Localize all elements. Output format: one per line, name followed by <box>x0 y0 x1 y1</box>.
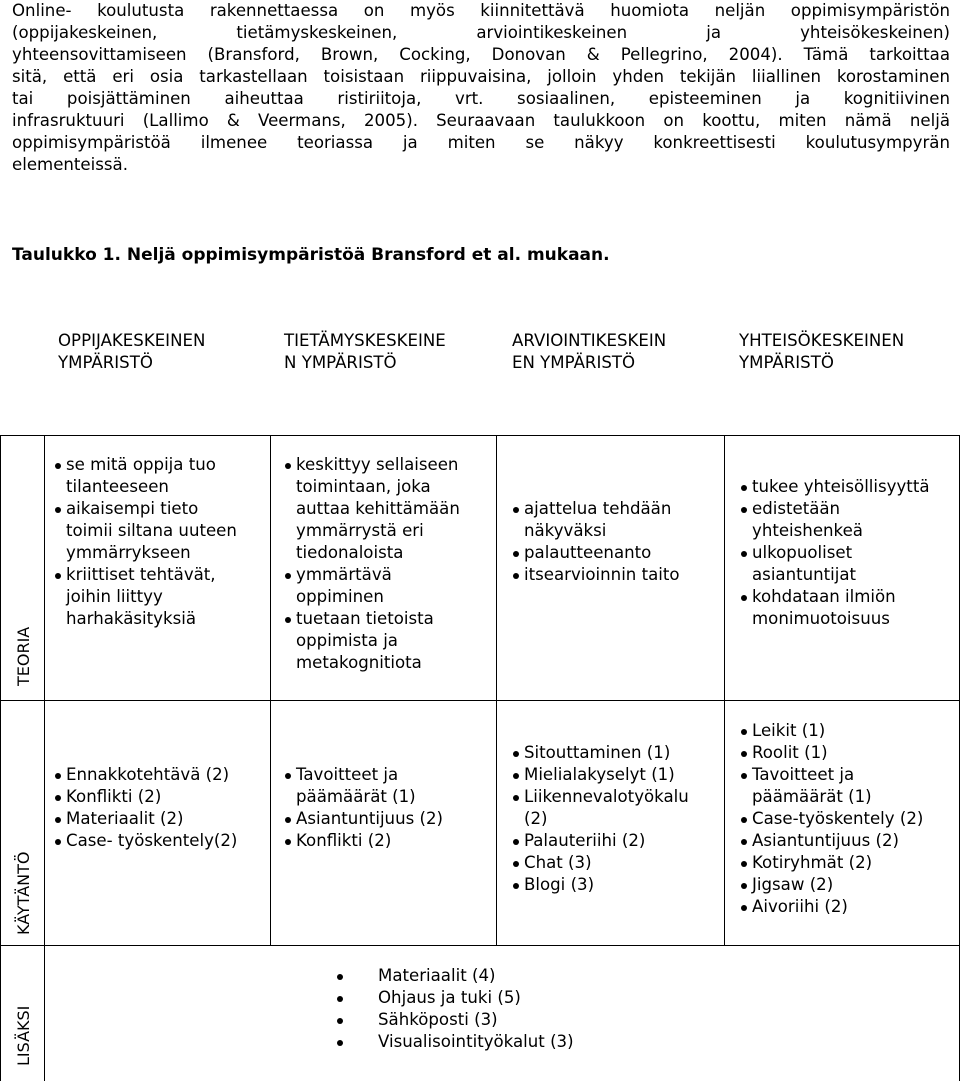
row-label-lisaksi: LISÄKSI <box>14 1005 33 1066</box>
teoria-arviointi-list <box>512 498 680 586</box>
list-item: tuetaan tietoista oppimista ja metakognitiota <box>284 608 460 674</box>
list-item: kriittiset tehtävät, joihin liittyy harhakäsityksiä <box>54 564 237 630</box>
intro-line: elementeissä. <box>12 155 128 174</box>
row-divider <box>0 945 960 946</box>
row-label-teoria: TEORIA <box>14 626 33 686</box>
list-item: Sitouttaminen (1) <box>512 742 689 764</box>
intro-line: yhteensovittamiseen (Bransford, Brown, Cocking, Donovan & Pellegrino, 2004). Tämä tarkoittaa <box>12 45 950 64</box>
intro-paragraph <box>12 0 950 176</box>
list-item: Materiaalit (4) <box>336 965 574 987</box>
list-item: Aivoriihi (2) <box>740 896 923 918</box>
col-divider <box>0 435 1 1081</box>
col-divider <box>724 435 725 945</box>
list-item: Ohjaus ja tuki (5) <box>336 987 574 1009</box>
intro-line: oppimisympäristöä ilmenee teoriassa ja miten se näkyy konkreettisesti koulutusympyrän <box>12 133 950 152</box>
list-item: Leikit (1) <box>740 720 923 742</box>
lisaksi-list <box>336 965 574 1053</box>
intro-line: sitä, että eri osia tarkastellaan toisistaan riippuvaisina, jolloin yhden tekijän liiallinen korostaminen <box>12 67 950 86</box>
intro-line: tai poisjättäminen aiheuttaa ristiriitoja, vrt. sosiaalinen, episteeminen ja kognitiivinen <box>12 89 950 108</box>
header-yhteisokeskeinen <box>739 330 904 374</box>
list-item: ymmärtävä oppiminen <box>284 564 460 608</box>
intro-line: Online- koulutusta rakennettaessa on myös kiinnitettävä huomiota neljän oppimisympäristön <box>12 1 950 20</box>
list-item: Konflikti (2) <box>284 830 443 852</box>
list-item: itsearvioinnin taito <box>512 564 680 586</box>
row-divider <box>0 435 960 436</box>
kaytanto-yhteiso-list <box>740 720 923 918</box>
list-item: Kotiryhmät (2) <box>740 852 923 874</box>
list-item: Case- työskentely(2) <box>54 830 237 852</box>
col-divider <box>44 435 45 1081</box>
list-item: Konflikti (2) <box>54 786 237 808</box>
list-item: keskittyy sellaiseen toimintaan, joka auttaa kehittämään ymmärrystä eri tiedonaloista <box>284 454 460 564</box>
list-item: Palauteriihi (2) <box>512 830 689 852</box>
kaytanto-tietamys-list <box>284 764 443 852</box>
list-item: Visualisointityökalut (3) <box>336 1031 574 1053</box>
list-item: Ennakkotehtävä (2) <box>54 764 237 786</box>
header-line: OPPIJAKESKEINEN <box>58 331 206 350</box>
list-item: Mielialakyselyt (1) <box>512 764 689 786</box>
list-item: Blogi (3) <box>512 874 689 896</box>
list-item: Liikennevalotyökalu (2) <box>512 786 689 830</box>
header-line: YHTEISÖKESKEINEN <box>739 331 905 350</box>
teoria-yhteiso-list <box>740 476 930 630</box>
kaytanto-oppija-list <box>54 764 237 852</box>
kaytanto-arviointi-list <box>512 742 689 896</box>
header-arviointikeskeinen <box>512 330 666 374</box>
list-item: Chat (3) <box>512 852 689 874</box>
header-line: YMPÄRISTÖ <box>58 353 153 372</box>
header-line: TIETÄMYSKESKEINE <box>284 331 446 350</box>
list-item: ulkopuoliset asiantuntijat <box>740 542 930 586</box>
list-item: palautteenanto <box>512 542 680 564</box>
list-item: ajattelua tehdään näkyväksi <box>512 498 680 542</box>
header-line: EN YMPÄRISTÖ <box>512 353 636 372</box>
col-divider <box>270 435 271 945</box>
list-item: Jigsaw (2) <box>740 874 923 896</box>
col-divider <box>496 435 497 945</box>
intro-line: (oppijakeskeinen, tietämyskeskeinen, arviointikeskeinen ja yhteisökeskeinen) <box>12 23 950 42</box>
list-item: kohdataan ilmiön monimuotoisuus <box>740 586 930 630</box>
list-item: se mitä oppija tuo tilanteeseen <box>54 454 237 498</box>
list-item: aikaisempi tieto toimii siltana uuteen ymmärrykseen <box>54 498 237 564</box>
list-item: Asiantuntijuus (2) <box>740 830 923 852</box>
header-oppijakeskeinen <box>58 330 205 374</box>
header-line: ARVIOINTIKESKEIN <box>512 331 667 350</box>
list-item: Case-työskentely (2) <box>740 808 923 830</box>
list-item: tukee yhteisöllisyyttä <box>740 476 930 498</box>
table-caption: Taulukko 1. Neljä oppimisympäristöä Bransford et al. mukaan. <box>12 245 610 265</box>
list-item: Materiaalit (2) <box>54 808 237 830</box>
header-tietamyskeskeinen <box>284 330 446 374</box>
header-line: YMPÄRISTÖ <box>739 353 834 372</box>
header-line: N YMPÄRISTÖ <box>284 353 397 372</box>
list-item: Sähköposti (3) <box>336 1009 574 1031</box>
row-divider <box>0 700 960 701</box>
row-label-kaytanto: KÄYTÄNTÖ <box>14 851 33 935</box>
list-item: Roolit (1) <box>740 742 923 764</box>
teoria-oppija-list <box>54 454 237 630</box>
list-item: Asiantuntijuus (2) <box>284 808 443 830</box>
teoria-tietamys-list <box>284 454 460 674</box>
list-item: edistetään yhteishenkeä <box>740 498 930 542</box>
list-item: Tavoitteet ja päämäärät (1) <box>740 764 923 808</box>
list-item: Tavoitteet ja päämäärät (1) <box>284 764 443 808</box>
intro-line: infrasruktuuri (Lallimo & Veermans, 2005). Seuraavaan taulukkoon on koottu, miten nämä neljä <box>12 111 950 130</box>
